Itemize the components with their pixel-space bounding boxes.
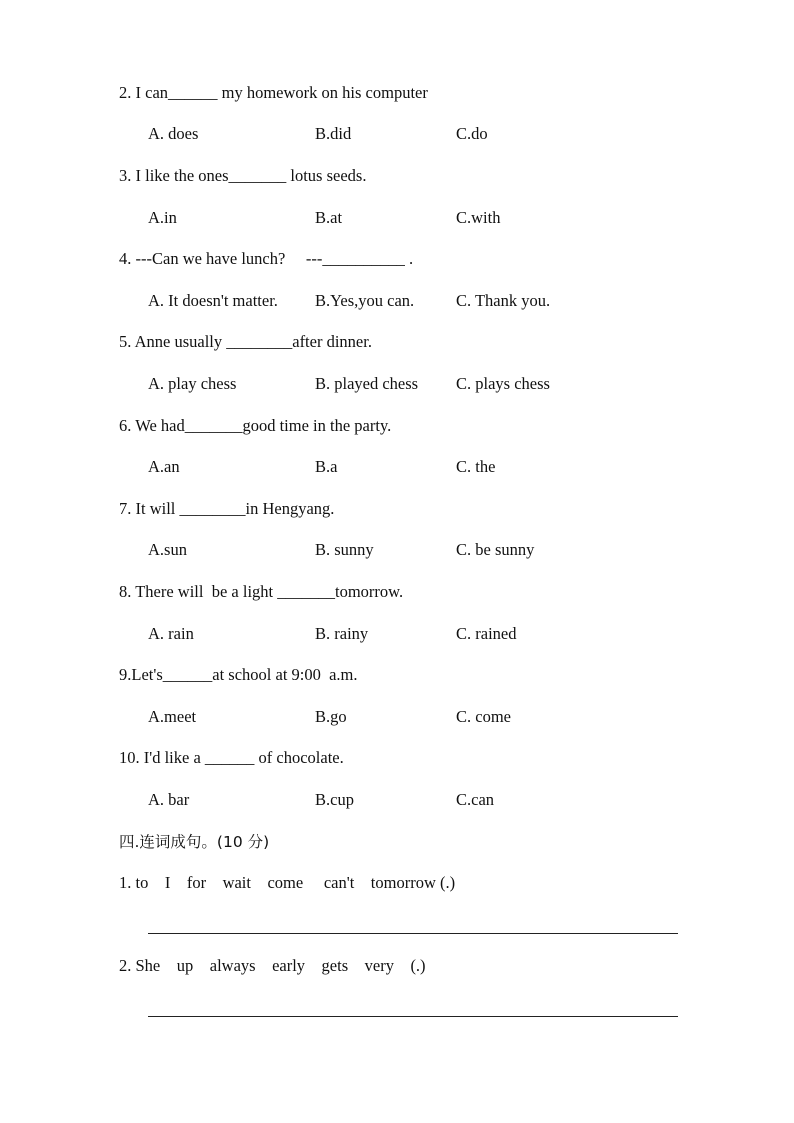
question-9-options — [0, 707, 794, 727]
option-b: B. played chess — [315, 374, 419, 393]
question-5-stem: 5. Anne usually ________after dinner. — [119, 332, 372, 351]
option-a: A. bar — [148, 790, 190, 809]
question-2-stem: 2. I can______ my homework on his computer — [119, 83, 428, 102]
option-c: C. come — [456, 707, 511, 726]
question-9-stem: 9.Let's______at school at 9:00 a.m. — [119, 665, 358, 684]
question-4-options — [0, 291, 794, 311]
question-4-stem: 4. ---Can we have lunch? ---__________ . — [119, 249, 414, 268]
option-b: B.cup — [315, 790, 354, 809]
option-b: B. rainy — [315, 624, 369, 643]
answer-line-1[interactable] — [148, 933, 678, 934]
option-a: A.an — [148, 457, 180, 476]
question-6-options — [0, 457, 794, 477]
option-b: B.go — [315, 707, 347, 726]
question-8-stem: 8. There will be a light _______tomorrow. — [119, 582, 404, 601]
option-c: C. rained — [456, 624, 517, 643]
sentence-item-2: 2. She up always early gets very (.) — [119, 956, 426, 975]
question-7-options — [0, 540, 794, 560]
option-a: A. does — [148, 124, 199, 143]
option-a: A. rain — [148, 624, 194, 643]
question-10-options — [0, 790, 794, 810]
question-2-options — [0, 124, 794, 144]
option-b: B.a — [315, 457, 338, 476]
option-b: B. sunny — [315, 540, 374, 559]
option-c: C.can — [456, 790, 495, 809]
question-7-stem: 7. It will ________in Hengyang. — [119, 499, 335, 518]
option-a: A.sun — [148, 540, 187, 559]
option-c: C. Thank you. — [456, 291, 551, 310]
answer-line-2[interactable] — [148, 1016, 678, 1017]
question-5-options — [0, 374, 794, 394]
option-a: A. It doesn't matter. — [148, 291, 278, 310]
option-c: C. the — [456, 457, 496, 476]
question-6-stem: 6. We had_______good time in the party. — [119, 416, 392, 435]
option-c: C.do — [456, 124, 488, 143]
option-c: C. plays chess — [456, 374, 550, 393]
option-c: C. be sunny — [456, 540, 535, 559]
option-c: C.with — [456, 208, 501, 227]
option-a: A.meet — [148, 707, 197, 726]
option-a: A. play chess — [148, 374, 237, 393]
question-3-stem: 3. I like the ones_______ lotus seeds. — [119, 166, 367, 185]
question-3-options — [0, 208, 794, 228]
option-b: B.did — [315, 124, 352, 143]
question-10-stem: 10. I'd like a ______ of chocolate. — [119, 748, 344, 767]
sentence-item-1: 1. to I for wait come can't tomorrow (.) — [119, 873, 456, 892]
section-4-heading: 四.连词成句。(10 分) — [119, 833, 270, 851]
option-a: A.in — [148, 208, 177, 227]
question-8-options — [0, 624, 794, 644]
option-b: B.at — [315, 208, 343, 227]
option-b: B.Yes,you can. — [315, 291, 415, 310]
